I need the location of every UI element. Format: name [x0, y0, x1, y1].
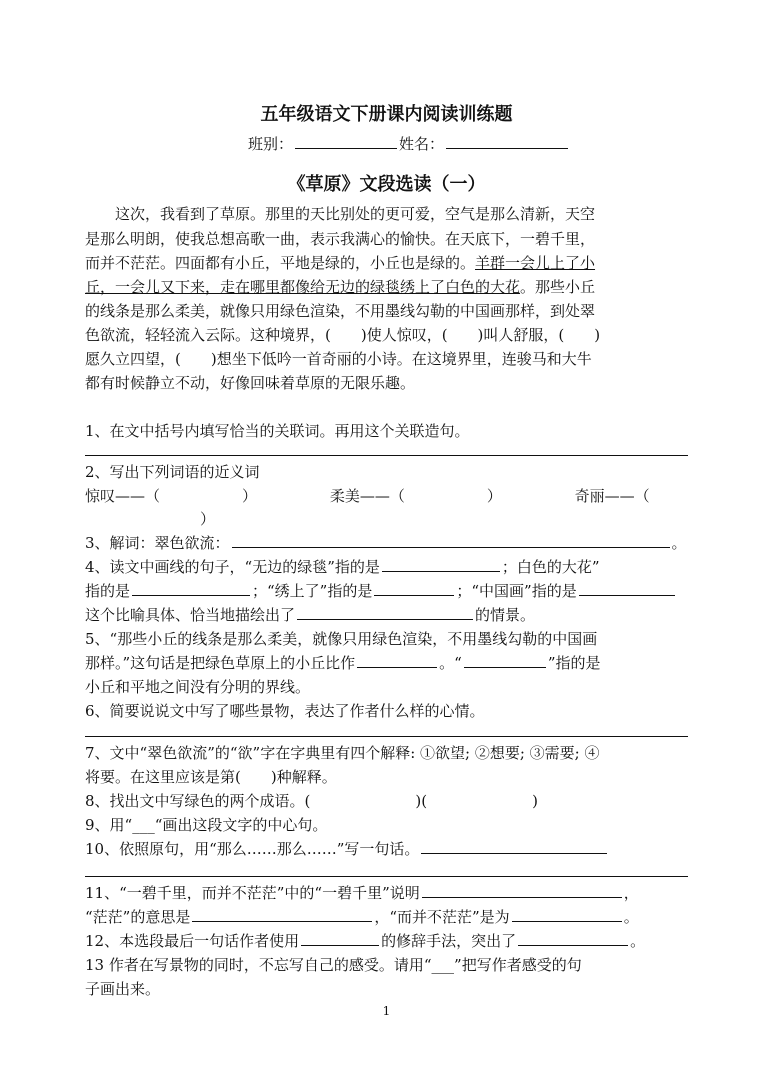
- question-2: 2、写出下列词语的近义词: [85, 463, 260, 481]
- answer-field[interactable]: [297, 605, 473, 620]
- question-4: [85, 604, 535, 626]
- question-13: 子画出来。: [85, 980, 161, 998]
- question-text: 。“: [439, 654, 462, 672]
- answer-field[interactable]: [132, 581, 250, 596]
- question-5: 小丘和平地之间没有分明的界线。: [85, 678, 311, 696]
- answer-line[interactable]: [85, 736, 688, 737]
- question-text: 指的是: [85, 582, 131, 600]
- question-7: 7、文中“翠色欲流”的“欲”字在字典里有四个解释: ①欲望; ②想要; ③需要; ④: [85, 744, 600, 762]
- paren: ）: [200, 510, 216, 528]
- passage-line: 都有时候静立不动，好像回味着草原的无限乐趣。: [85, 374, 416, 392]
- student-info-line: [248, 133, 570, 155]
- question-text: 的情景。: [475, 606, 536, 624]
- passage-line: [85, 276, 595, 298]
- punct: 。: [671, 534, 687, 552]
- question-text: ”指的是: [547, 654, 601, 672]
- name-field[interactable]: [446, 134, 568, 149]
- answer-field[interactable]: [512, 907, 622, 922]
- question-text: 4、读文中画线的句子，“无边的绿毯”指的是: [85, 558, 380, 576]
- underlined-sentence: 羊群一会儿上了小: [475, 254, 596, 272]
- passage-line: 是那么明朗，使我总想高歌一曲，表示我满心的愉快。在天底下，一碧千里，: [85, 230, 596, 248]
- question-5: [85, 652, 601, 674]
- class-field[interactable]: [295, 134, 397, 149]
- word-jingtan: 惊叹——（: [85, 487, 161, 505]
- question-text: ；白色的大花”: [501, 558, 600, 576]
- punct: 。: [623, 908, 639, 926]
- section-title: 《草原》文段选读（一）: [287, 174, 486, 195]
- question-text: 这个比喻具体、恰当地描绘出了: [85, 606, 296, 624]
- answer-field[interactable]: [464, 653, 546, 668]
- answer-field[interactable]: [192, 907, 372, 922]
- answer-field[interactable]: [301, 931, 379, 946]
- passage-line: [85, 252, 595, 274]
- answer-field[interactable]: [232, 533, 670, 548]
- paren: ）: [486, 487, 502, 505]
- answer-field[interactable]: [422, 883, 622, 898]
- question-12: [85, 930, 645, 952]
- answer-field[interactable]: [518, 931, 628, 946]
- passage-line: 色欲流，轻轻流入云际。这种境界，( )使人惊叹，( )叫人舒服，( ): [85, 326, 601, 344]
- passage-text: 。那些小丘: [520, 278, 596, 296]
- answer-field[interactable]: [579, 581, 675, 596]
- answer-field[interactable]: [421, 839, 607, 854]
- question-text: 10、依照原句，用“那么……那么……”写一句话。: [85, 840, 420, 858]
- question-6: 6、简要说说文中写了哪些景物，表达了作者什么样的心情。: [85, 702, 485, 720]
- question-2-items: [85, 485, 650, 507]
- question-13: 13 作者在写景物的同时，不忘写自己的感受。请用“___”把写作者感受的句: [85, 956, 582, 974]
- question-text: 那样。”这句话是把绿色草原上的小丘比作: [85, 654, 356, 672]
- word-roumei: 柔美——（: [329, 487, 405, 505]
- question-4: [85, 580, 677, 602]
- punct: 。: [630, 932, 646, 950]
- passage-line: 这次，我看到了草原。那里的天比别处的更可爱，空气是那么清新，天空: [115, 205, 596, 223]
- underlined-sentence: 丘，一会儿又下来，走在哪里都像给无边的绿毯绣上了白色的大花: [85, 278, 521, 296]
- paren: ）: [242, 487, 258, 505]
- punct: ，: [623, 884, 639, 902]
- question-11: [85, 906, 639, 928]
- word-qili: 奇丽——（: [574, 487, 650, 505]
- question-text: ；“中国画”指的是: [456, 582, 577, 600]
- class-label: 班别：: [248, 135, 294, 153]
- question-text: 11、“一碧千里，而并不茫茫”中的“一碧千里”说明: [85, 884, 420, 902]
- answer-line[interactable]: [85, 455, 688, 456]
- name-label: 姓名：: [399, 135, 445, 153]
- question-text: 12、本选段最后一句话作者使用: [85, 932, 300, 950]
- answer-field[interactable]: [382, 557, 500, 572]
- question-4: [85, 556, 600, 578]
- answer-field[interactable]: [357, 653, 437, 668]
- question-8: 8、找出文中写绿色的两个成语。( )( ): [85, 792, 538, 810]
- question-text: “茫茫”的意思是: [85, 908, 191, 926]
- question-5: 5、“那些小丘的线条是那么柔美，就像只用绿色渲染，不用墨线勾勒的中国画: [85, 630, 598, 648]
- question-3: [85, 532, 687, 554]
- question-11: [85, 882, 639, 904]
- question-10: [85, 838, 609, 860]
- question-text: 的修辞手法，突出了: [381, 932, 517, 950]
- passage-text: 而并不茫茫。四面都有小丘，平地是绿的，小丘也是绿的。: [85, 254, 476, 272]
- page-number: 1: [382, 1004, 391, 1018]
- question-1: 1、在文中括号内填写恰当的关联词。再用这个关联造句。: [85, 422, 470, 440]
- question-text: ，“而并不茫茫”是为: [374, 908, 510, 926]
- question-text: 3、解词：翠色欲流：: [85, 534, 230, 552]
- passage-line: 的线条是那么柔美，就像只用绿色渲染，不用墨线勾勒的中国画那样，到处翠: [85, 302, 596, 320]
- question-text: ；“绣上了”指的是: [252, 582, 373, 600]
- question-9: 9、用“___“画出这段文字的中心句。: [85, 816, 328, 834]
- answer-line[interactable]: [85, 876, 688, 877]
- answer-field[interactable]: [374, 581, 454, 596]
- question-7: 将要。在这里应该是第( )种解释。: [85, 768, 337, 786]
- page-title: 五年级语文下册课内阅读训练题: [260, 104, 513, 125]
- passage-line: 愿久立四望，( )想坐下低吟一首奇丽的小诗。在这境界里，连骏马和大牛: [85, 350, 592, 368]
